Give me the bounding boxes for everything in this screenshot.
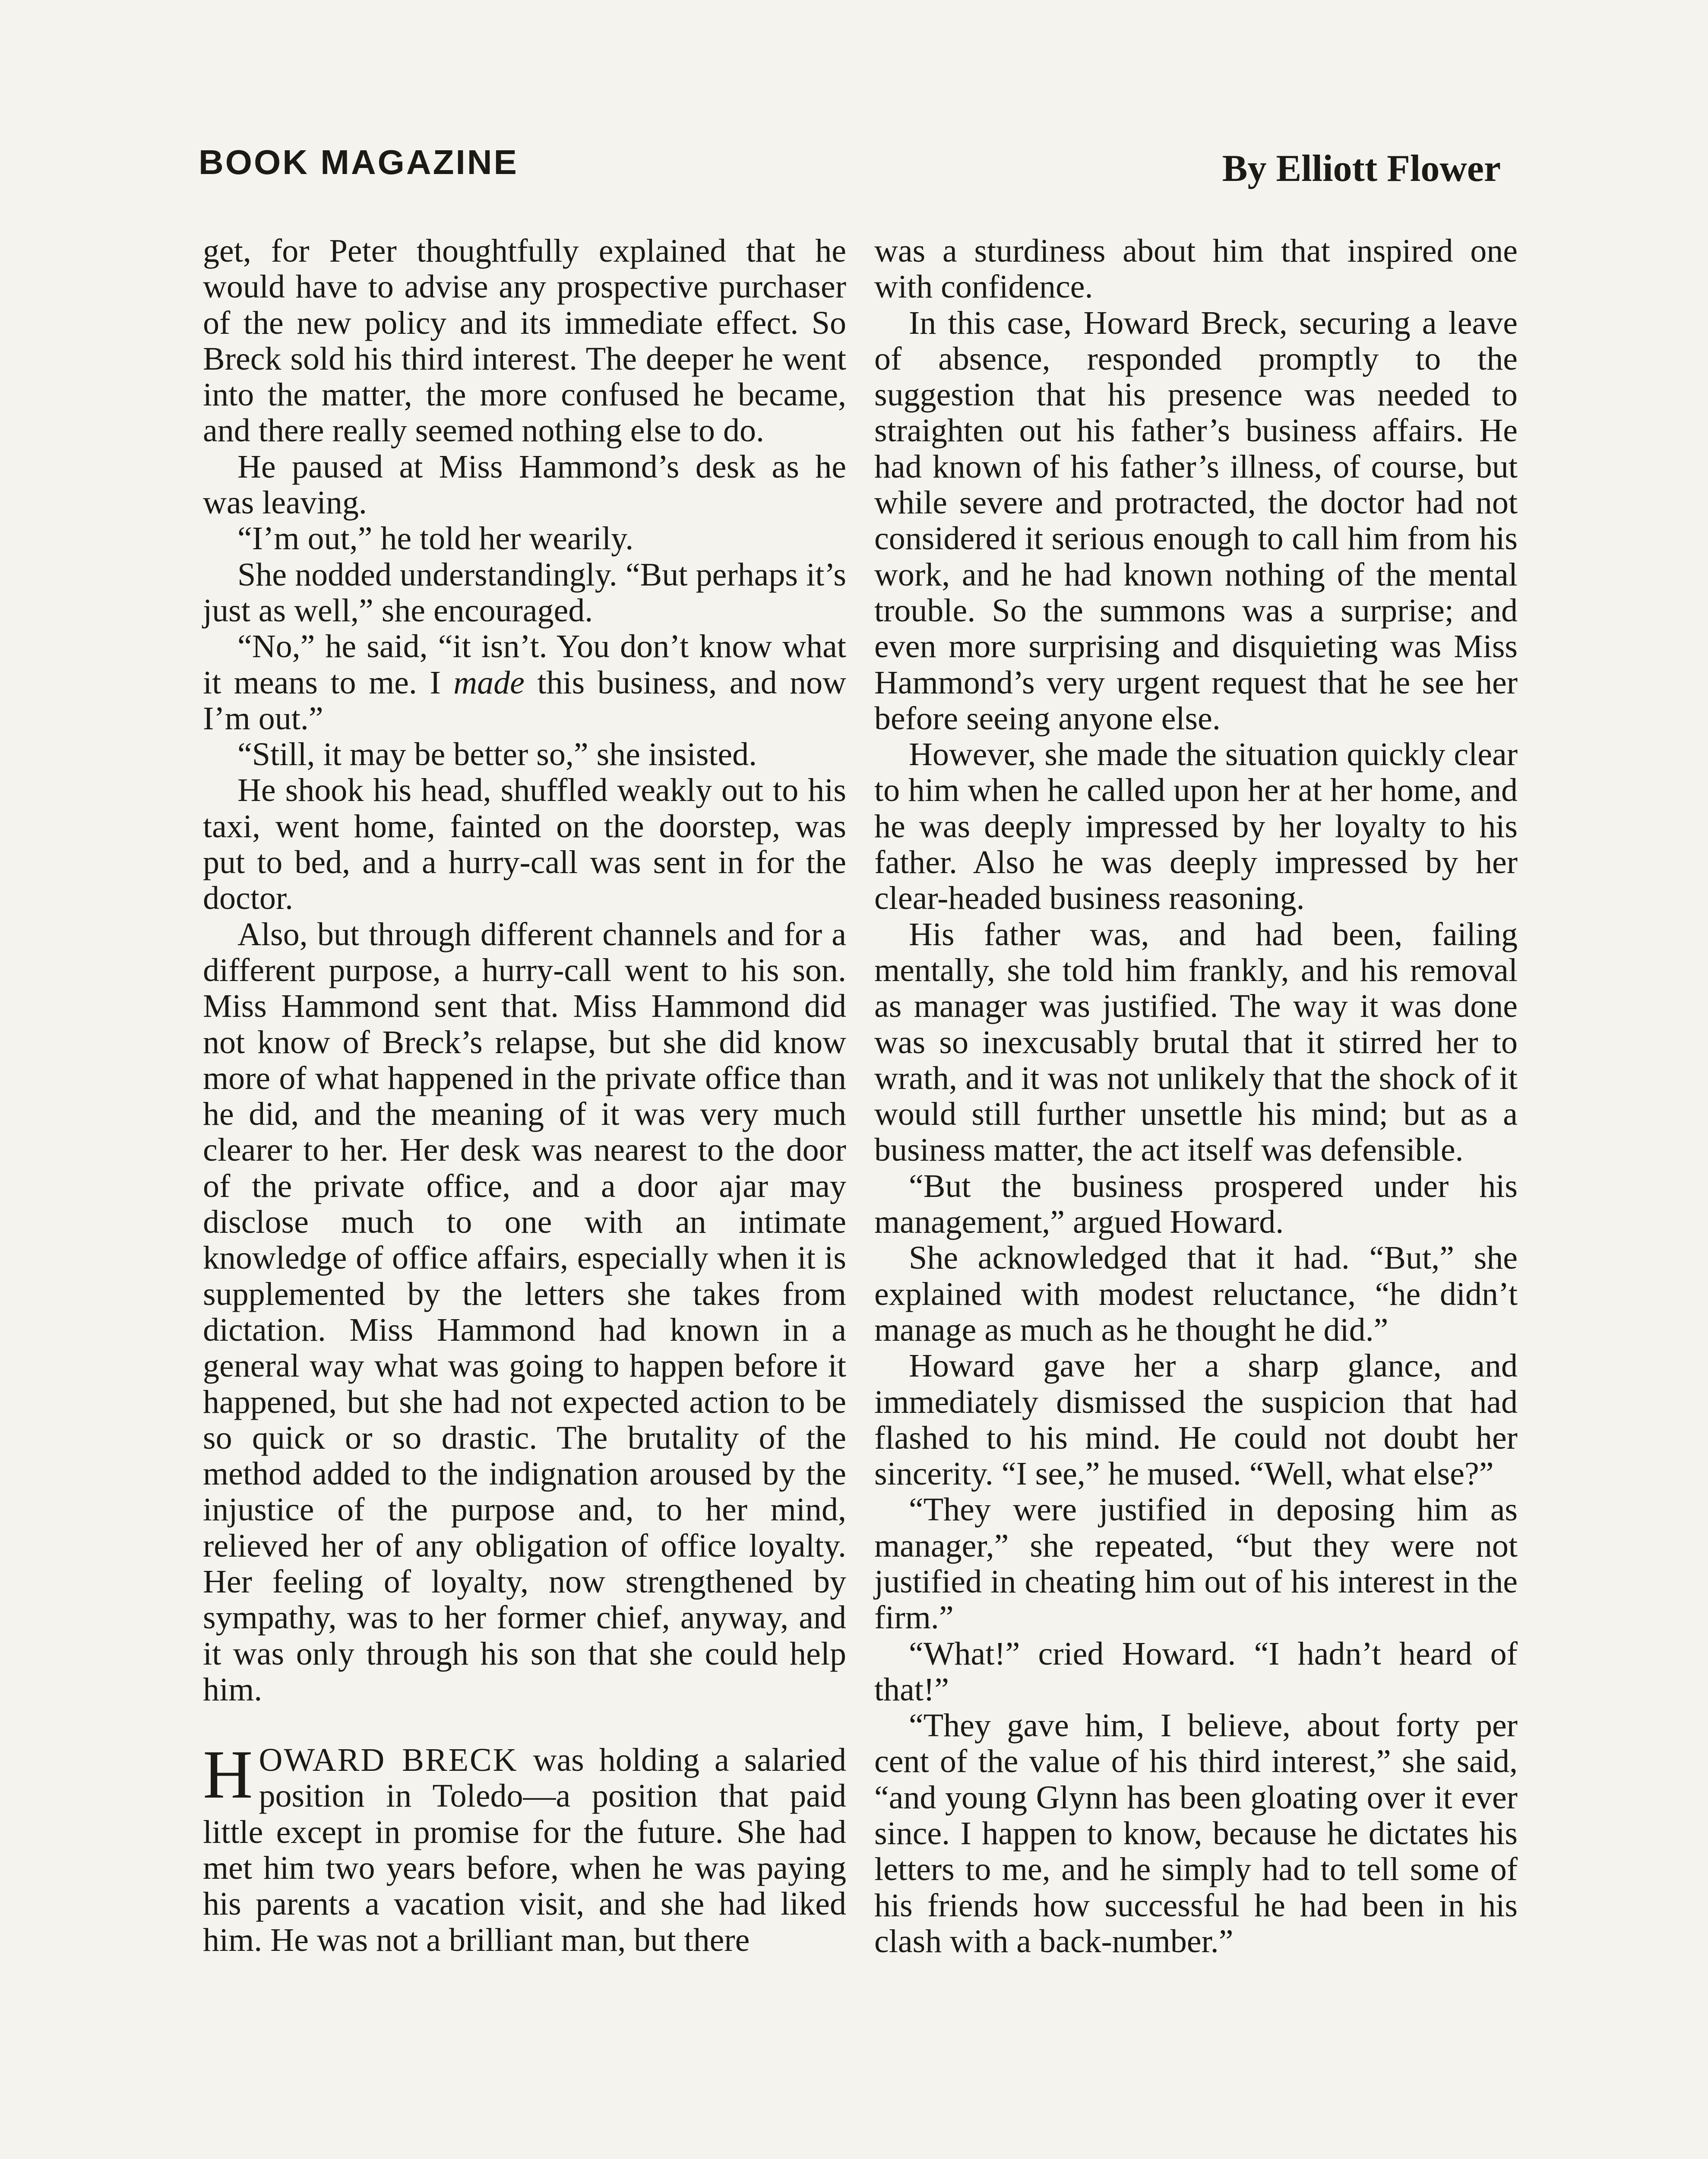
paragraph: He shook his head, shuffled weakly out to his taxi, went home, fainted on the doorstep, was put to bed, and a hurry-call was sent in for the doctor. (203, 772, 846, 917)
drop-cap: H (203, 1736, 253, 1813)
paragraph: Also, but through different channels and for a different purpose, a hurry-call went to his son. Miss Hammond sent that. Miss Hammond did not know of Breck’s relapse, but she did know more of what happened in the private office than he did, and the meaning of it was very much clearer to her. Her desk was nearest to the door of the private office, and a door ajar may disclose much to one with an intimate knowledge of office affairs, especially when it is supplemented by the letters she takes from dictation. Miss Hammond had known in a general way what was going to happen before it happened, but she had not expected action to be so quick or so drastic. The brutality of the method added to the indignation aroused by the injustice of the purpose and, to her mind, relieved her of any obligation of office loyalty. Her feeling of loyalty, now strengthened by sympathy, was to her former chief, anyway, and it was only through his son that she could help him. (203, 916, 846, 1708)
right-column (874, 233, 1518, 1960)
author-byline: By Elliott Flower (1222, 148, 1501, 190)
magazine-title: BOOK MAGAZINE (199, 143, 519, 181)
paragraph: get, for Peter thoughtfully explained that he would have to advise any prospective purchaser of the new policy and its immediate effect. So Breck sold his third interest. The deeper he went into the matter, the more confused he became, and there really seemed nothing else to do. (203, 233, 846, 449)
paragraph-with-emphasis (203, 629, 846, 737)
paragraph: His father was, and had been, failing mentally, she told him frankly, and his removal as manager was justified. The way it was done was so inexcusably brutal that it stirred her to wrath, and it was not unlikely that the shock of it would still further unsettle his mind; but as a business matter, the act itself was defensible. (874, 916, 1518, 1168)
emphasized-word: made (453, 664, 525, 701)
paragraph: “They were justified in deposing him as manager,” she repeated, “but they were not justified in cheating him out of his interest in the firm.” (874, 1491, 1518, 1636)
text-run: was holding a salaried position in Toledo—a position that paid little except in promise for the future. She had met him two years before, when he was paying his parents a vacation visit, and she had liked him. He was not a brilliant man, but there (203, 1742, 846, 1958)
paragraph: was a sturdiness about him that inspired one with confidence. (874, 233, 1518, 305)
paragraph: “Still, it may be better so,” she insisted. (237, 736, 757, 773)
text-run: “No,” he said, “it isn’t. You don’t know what it means to me. I (203, 628, 846, 701)
paragraph: “They gave him, I believe, about forty per cent of the value of his third interest,” she said, “and young Glynn has been gloating over it ever since. I happen to know, because he dictates his letters to me, and he simply had to tell some of his friends how successful he had been in his clash with a back-number.” (874, 1707, 1518, 1960)
paragraph: In this case, Howard Breck, securing a leave of absence, responded promptly to the suggestion that his presence was needed to straighten out his father’s business affairs. He had known of his father’s illness, of course, but while severe and protracted, the doctor had not considered it serious enough to call him from his work, and he had known nothing of the mental trouble. So the summons was a surprise; and even more surprising and disquieting was Miss Hammond’s very urgent request that he see her before seeing anyone else. (874, 304, 1518, 737)
paragraph: She nodded understandingly. “But perhaps it’s just as well,” she encouraged. (203, 556, 846, 629)
paragraph: “I’m out,” he told her wearily. (237, 520, 634, 557)
paragraph: “But the business prospered under his management,” argued Howard. (874, 1168, 1518, 1241)
paragraph: “What!” cried Howard. “I hadn’t heard of that!” (874, 1635, 1518, 1708)
section-opening-paragraph (203, 1736, 846, 1958)
text-run: this business, and now I’m out.” (203, 664, 846, 737)
paragraph: However, she made the situation quickly clear to him when he called upon her at her home, and he was deeply impressed by her loyalty to his father. Also he was deeply impressed by her clear-headed business reasoning. (874, 736, 1518, 917)
paragraph: He paused at Miss Hammond’s desk as he was leaving. (203, 448, 846, 521)
left-column (203, 233, 846, 1958)
paragraph: She acknowledged that it had. “But,” she explained with modest reluctance, “he didn’t manage as much as he thought he did.” (874, 1240, 1518, 1348)
section-lead-words: OWARD BRECK (259, 1742, 518, 1779)
paragraph: Howard gave her a sharp glance, and immediately dismissed the suspicion that had flashed to his mind. He could not doubt her sincerity. “I see,” he mused. “Well, what else?” (874, 1348, 1518, 1492)
